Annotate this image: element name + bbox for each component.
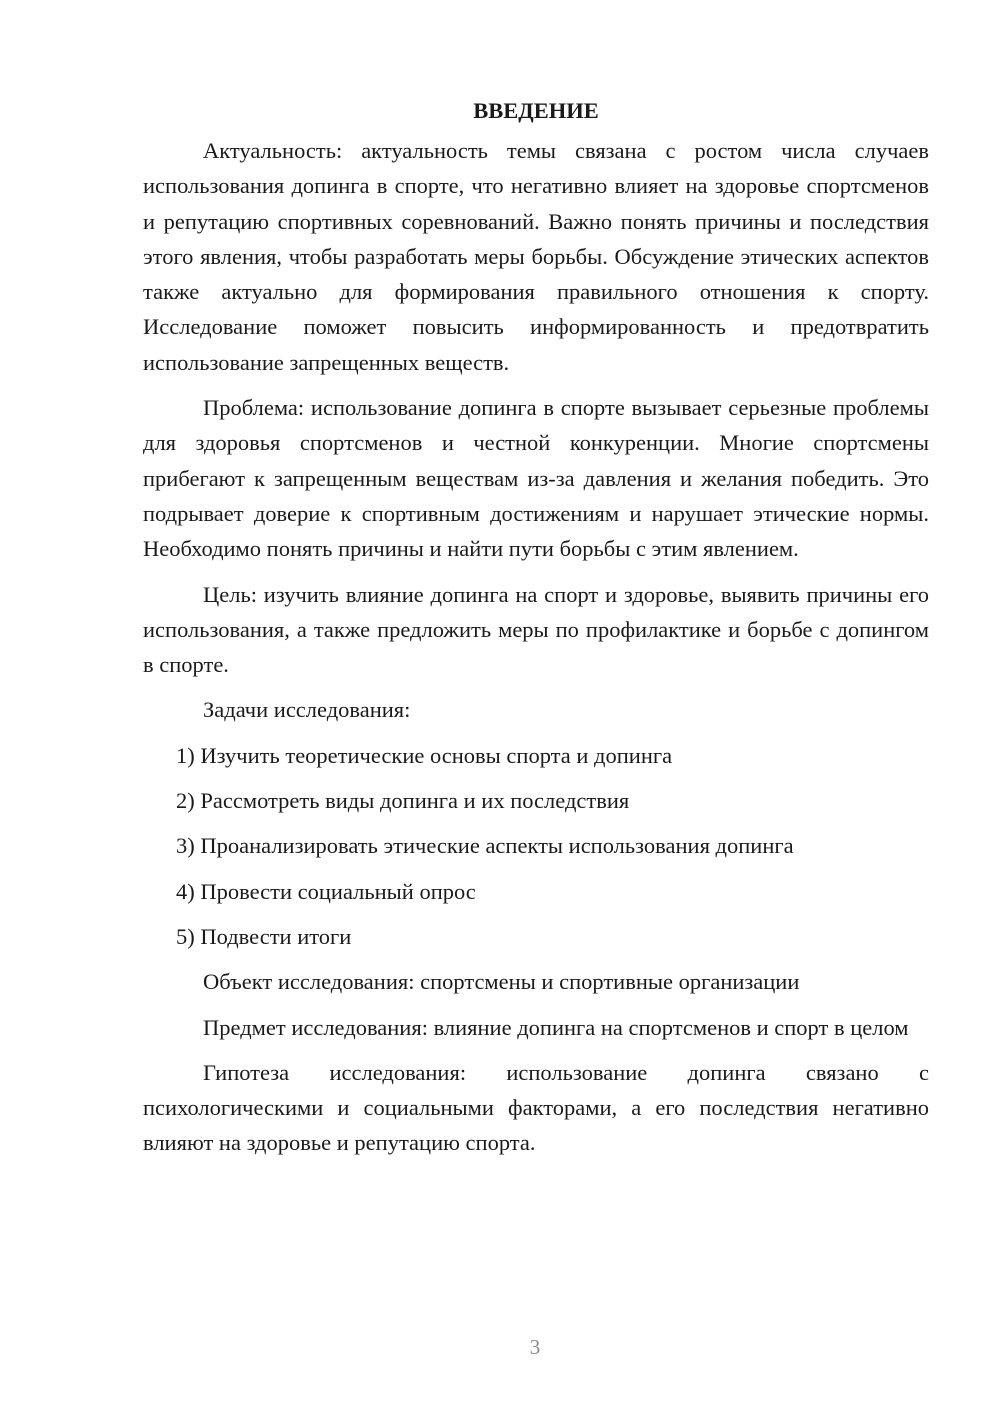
task-item: 1) Изучить теоретические основы спорта и допинга: [176, 742, 673, 768]
goal-paragraph: Цель: изучить влияние допинга на спорт и здоровье, выявить причины его использования, а также предложить меры по профилактике и борьбе с допингом в спорте.: [143, 581, 929, 678]
problem-paragraph: Проблема: использование допинга в спорте вызывает серьезные проблемы для здоровья спортсменов и честной конкуренции. Многие спортсмены прибегают к запрещенным веществам из-за давления и желания победить. Это подрывает доверие к спортивным достижениям и нарушает этические нормы. Необходимо понять причины и найти пути борьбы с этим явлением.: [143, 395, 929, 562]
relevance-paragraph: Актуальность: актуальность темы связана с ростом числа случаев использования допинга в спорте, что негативно влияет на здоровье спортсменов и репутацию спортивных соревнований. Важно понять причины и последствия этого явления, чтобы разработать меры борьбы. Обсуждение этических аспектов также актуально для формирования правильного отношения к спорту. Исследование поможет повысить информированность и предотвратить использование запрещенных веществ.: [143, 138, 929, 375]
page-number: 3: [529, 1335, 541, 1359]
section-heading: ВВЕДЕНИЕ: [473, 98, 599, 123]
object-paragraph: Объект исследования: спортсмены и спортивные организации: [203, 969, 800, 995]
page-content: [143, 96, 929, 1171]
task-item: 2) Рассмотреть виды допинга и их последствия: [176, 788, 630, 814]
hypothesis-paragraph: Гипотеза исследования: использование допинга связано с психологическими и социальными факторами, а его последствия негативно влияют на здоровье и репутацию спорта.: [143, 1059, 929, 1156]
task-item: 5) Подвести итоги: [176, 923, 352, 949]
subject-paragraph: Предмет исследования: влияние допинга на спортсменов и спорт в целом: [203, 1014, 909, 1040]
tasks-list: [143, 738, 929, 954]
task-item: 3) Проанализировать этические аспекты использования допинга: [176, 833, 794, 859]
tasks-title: Задачи исследования:: [203, 697, 411, 723]
task-item: 4) Провести социальный опрос: [176, 878, 476, 904]
